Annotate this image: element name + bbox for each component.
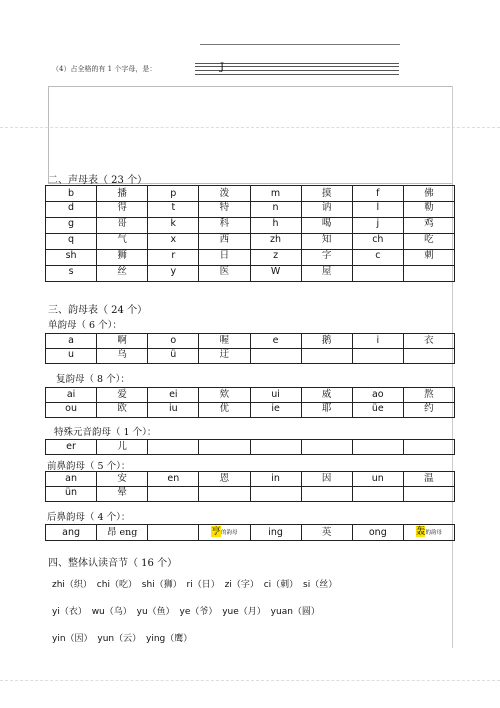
table-cell: 优 — [199, 403, 250, 418]
table-cell: un — [352, 472, 403, 487]
teshu-yunmu-table — [45, 439, 455, 455]
table-cell: 恩 — [199, 472, 250, 487]
zhengti-line-3: yin（因） yun（云） ying（鹰） — [52, 634, 193, 644]
table-cell: 衣 — [403, 334, 454, 349]
table-cell — [250, 440, 301, 455]
table-cell: 鸡 — [403, 218, 454, 234]
table-cell — [403, 440, 454, 455]
table-cell: j — [352, 218, 403, 234]
table-cell: 摸 — [301, 186, 352, 202]
table-cell: 啊 — [97, 334, 148, 349]
table-cell: 佛 — [403, 186, 454, 202]
table-cell: 屋 — [301, 266, 352, 282]
table-cell: 得 — [97, 202, 148, 218]
fu-yunmu-table — [45, 387, 455, 418]
table-cell: 晕 — [97, 487, 148, 502]
table-cell: üe — [352, 403, 403, 418]
answer-frame — [48, 86, 453, 184]
table-cell: t — [148, 202, 199, 218]
qianbi-yunmu-table — [45, 471, 455, 502]
table-cell: W — [250, 266, 301, 282]
houbi-cell: 英 — [301, 525, 352, 541]
table-cell: q — [46, 234, 97, 250]
houbi-yunmu-table — [45, 524, 455, 541]
table-cell: o — [148, 334, 199, 349]
table-cell — [148, 440, 199, 455]
dan-yunmu-label: 单韵母（ 6 个）： — [48, 320, 122, 331]
table-cell: n — [250, 202, 301, 218]
houbi-cell — [148, 525, 199, 541]
table-cell: f — [352, 186, 403, 202]
zhengti-line-2: yi（衣） wu（乌） yu（鱼） ye（爷） yue（月） yuan（圆） — [52, 607, 320, 617]
table-cell: 字 — [301, 250, 352, 266]
table-cell: b — [46, 186, 97, 202]
zhengti-line-1: zhi（织） chi（吃） shi（狮） ri（日） zi（字） ci（刺） si（丝） — [52, 580, 338, 590]
table-cell: i — [352, 334, 403, 349]
table-cell: e — [250, 334, 301, 349]
table-cell: ie — [250, 403, 301, 418]
table-cell: 乌 — [97, 349, 148, 364]
table-cell: ü — [148, 349, 199, 364]
table-cell: h — [250, 218, 301, 234]
table-cell: 喝 — [301, 218, 352, 234]
table-cell: 泼 — [199, 186, 250, 202]
table-cell: ao — [352, 388, 403, 403]
table-cell: 迂 — [199, 349, 250, 364]
table-cell: iu — [148, 403, 199, 418]
table-cell: d — [46, 202, 97, 218]
fold-dashed-line — [0, 127, 500, 128]
table-cell — [352, 440, 403, 455]
table-cell: a — [46, 334, 97, 349]
question-4-text: （4）占全格的有 1 个字母，是： — [52, 65, 157, 73]
table-cell: zh — [250, 234, 301, 250]
houbi-cell: ing — [250, 525, 301, 541]
houbi-cell — [199, 525, 250, 541]
table-cell — [403, 487, 454, 502]
table-cell: ei — [148, 388, 199, 403]
table-cell: 西 — [199, 234, 250, 250]
table-cell: 丝 — [97, 266, 148, 282]
table-cell: z — [250, 250, 301, 266]
table-cell: 医 — [199, 266, 250, 282]
table-cell: ui — [250, 388, 301, 403]
table-cell — [301, 440, 352, 455]
table-cell: 科 — [199, 218, 250, 234]
table-cell: u — [46, 349, 97, 364]
yunmu-heading: 三、韵母表（ 24 个） — [48, 305, 148, 316]
table-cell: r — [148, 250, 199, 266]
zhengti-heading: 四、整体认读音节（ 16 个） — [48, 558, 178, 569]
houbi-note: 的韵母 — [425, 530, 442, 536]
table-cell: 因 — [301, 472, 352, 487]
table-cell: 威 — [301, 388, 352, 403]
table-cell: 哥 — [97, 218, 148, 234]
table-cell: p — [148, 186, 199, 202]
table-cell: 欸 — [199, 388, 250, 403]
table-cell: 儿 — [97, 440, 148, 455]
table-cell — [301, 487, 352, 502]
table-cell: c — [352, 250, 403, 266]
table-cell: an — [46, 472, 97, 487]
table-cell: x — [148, 234, 199, 250]
table-cell: ün — [46, 487, 97, 502]
table-cell: y — [148, 266, 199, 282]
table-cell: 气 — [97, 234, 148, 250]
table-cell: en — [148, 472, 199, 487]
table-cell — [403, 266, 454, 282]
table-cell: in — [250, 472, 301, 487]
table-cell — [250, 487, 301, 502]
table-cell: l — [352, 202, 403, 218]
table-cell: 讷 — [301, 202, 352, 218]
table-cell — [148, 487, 199, 502]
table-cell: 知 — [301, 234, 352, 250]
table-cell: ou — [46, 403, 97, 418]
houbi-cell: ang — [46, 525, 97, 541]
table-cell: 耶 — [301, 403, 352, 418]
table-cell: 安 — [97, 472, 148, 487]
table-cell — [352, 266, 403, 282]
houbi-cell: 昂 eng — [97, 525, 148, 541]
table-cell: 温 — [403, 472, 454, 487]
table-cell: 勒 — [403, 202, 454, 218]
table-cell: 熬 — [403, 388, 454, 403]
table-cell — [250, 349, 301, 364]
table-cell: 爱 — [97, 388, 148, 403]
table-cell: s — [46, 266, 97, 282]
table-cell: 吃 — [403, 234, 454, 250]
table-cell: 喔 — [199, 334, 250, 349]
dan-yunmu-table — [45, 333, 455, 364]
table-cell: g — [46, 218, 97, 234]
highlight-heng: 亨 — [211, 526, 221, 537]
qianbi-yunmu-label: 前鼻韵母（ 5 个）： — [47, 461, 131, 472]
table-cell: ch — [352, 234, 403, 250]
fu-yunmu-label: 复韵母（ 8 个）： — [56, 374, 130, 385]
table-cell: 刺 — [403, 250, 454, 266]
table-cell: 约 — [403, 403, 454, 418]
answer-letter: J — [220, 62, 225, 73]
houbi-yunmu-label: 后鼻韵母（ 4 个）： — [47, 512, 131, 523]
four-line-grid — [195, 63, 399, 75]
teshu-yunmu-label: 特殊元音韵母（ 1 个）： — [54, 427, 157, 438]
shengmu-table — [45, 185, 455, 282]
table-cell: er — [46, 440, 97, 455]
houbi-cell — [403, 525, 454, 541]
table-cell — [199, 440, 250, 455]
question-4 — [52, 64, 156, 74]
table-cell: 鹅 — [301, 334, 352, 349]
table-cell: 特 — [199, 202, 250, 218]
highlight-hong: 轰 — [415, 526, 426, 537]
bottom-dashed-line — [0, 680, 500, 681]
table-cell — [403, 349, 454, 364]
table-cell: ai — [46, 388, 97, 403]
table-cell: m — [250, 186, 301, 202]
table-cell — [352, 487, 403, 502]
table-cell: k — [148, 218, 199, 234]
right-margin-line — [452, 86, 453, 648]
table-cell — [199, 487, 250, 502]
houbi-cell: ong — [352, 525, 403, 541]
top-writing-line — [200, 44, 400, 45]
houbi-note: 的韵母 — [220, 530, 238, 536]
table-cell: sh — [46, 250, 97, 266]
table-cell: 狮 — [97, 250, 148, 266]
shengmu-heading: 二、声母表（ 23 个） — [48, 175, 148, 186]
table-cell — [352, 349, 403, 364]
table-cell: 播 — [97, 186, 148, 202]
table-cell — [301, 349, 352, 364]
table-cell: 欧 — [97, 403, 148, 418]
table-cell: 日 — [199, 250, 250, 266]
